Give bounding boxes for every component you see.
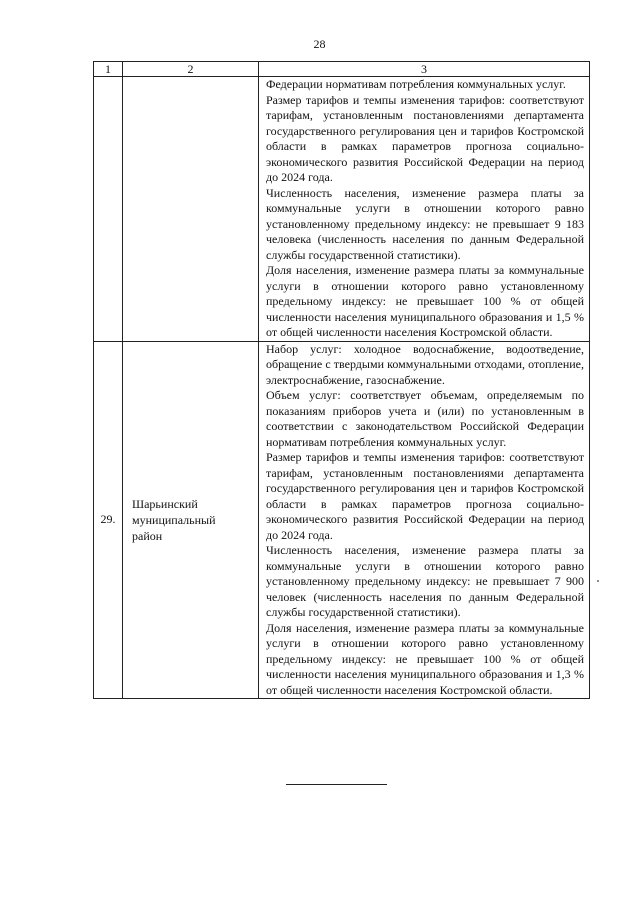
page-number: 28 [313,37,326,51]
header-col-3: 3 [259,62,590,77]
paragraph-tariffs: Размер тарифов и темпы изменения тарифов: соответствуют тарифам, установленным постановлениями департамента государственного регулирования цен и тарифов Костромской области в рамках параметров прогноза социально-экономического развития Российской Федерации на период до 2024 года. [266,92,584,184]
district-name-line: муниципальный [132,512,216,527]
paragraph-services-volume: Объем услуг: соответствует объемам, определяемым по показаниям приборов учета и (или) по установленным в соответствии с законодательством Российской Федерации нормативам потребления коммунальных услуг. [266,388,584,449]
paragraph-norms-continuation: Федерации нормативам потребления коммунальных услуг. [266,77,566,91]
tariff-table [93,61,590,699]
district-name [123,77,259,342]
footer-divider [286,784,387,785]
paragraph-services-set: Набор услуг: холодное водоснабжение, водоотведение, обращение с твердыми коммунальными отходами, отопление, электроснабжение, газоснабжение. [266,341,584,387]
margin-mark [597,580,599,582]
table-row [94,77,590,342]
district-name [123,341,259,699]
paragraph-population: Численность населения, изменение размера платы за коммунальные услуги в отношении которого равно установленному предельному индексу: не превышает 9 183 человека (численность населения по данным Федеральной службы государственной статистики). [266,185,584,262]
table-header-row [94,62,590,77]
header-col-1: 1 [94,62,123,77]
header-col-2: 2 [123,62,259,77]
paragraph-population-share: Доля населения, изменение размера платы за коммунальные услуги в отношении которого равно установленному предельному индексу: не превышает 100 % от общей численности населения муниципального образования и 1,3 % от общей численности населения Костромской области. [266,620,584,697]
table-row [94,341,590,699]
paragraph-tariffs: Размер тарифов и темпы изменения тарифов: соответствуют тарифам, установленным постановлениями департамента государственного регулирования цен и тарифов Костромской области в рамках параметров прогноза социально-экономического развития Российской Федерации на период до 2024 года. [266,450,584,542]
row-content [259,77,590,342]
paragraph-population: Численность населения, изменение размера платы за коммунальные услуги в отношении которого равно установленному предельному индексу: не превышает 7 900 человек (численность населения по данным Федеральной службы государственной статистики). [266,543,584,619]
row-number: 29. [94,341,123,699]
district-name-line: район [132,528,163,543]
paragraph-population-share: Доля населения, изменение размера платы за коммунальные услуги в отношении которого равно установленному предельному индексу: не превышает 100 % от общей численности населения муниципального образования и 1,5 % от общей численности населения Костромской области. [266,263,584,339]
row-number [94,77,123,342]
row-content [259,341,590,699]
district-name-line: Шарьинский [132,496,198,511]
